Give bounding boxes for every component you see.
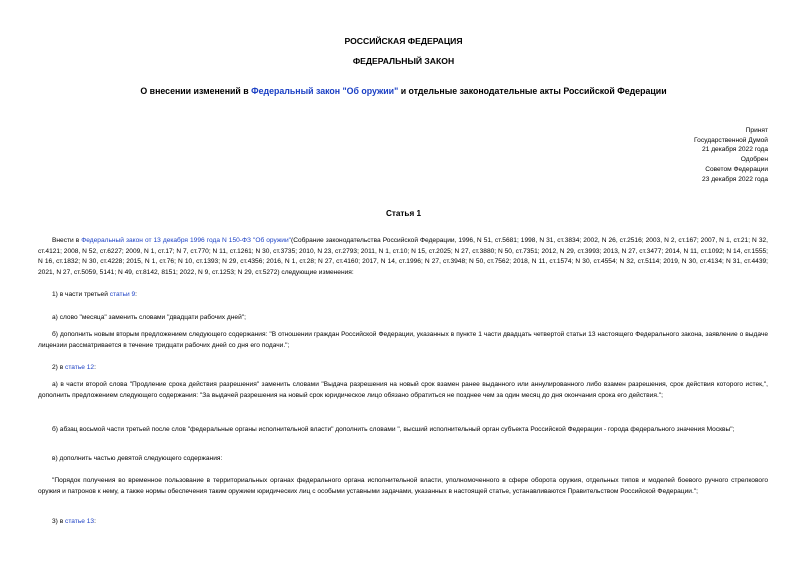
item-1-paragraph	[38, 290, 768, 301]
adoption-block	[568, 126, 768, 184]
item-3-paragraph	[38, 517, 768, 528]
law-title-suffix: и отдельные законодательные акты Российской Федерации	[398, 86, 667, 96]
law-type-heading: ФЕДЕРАЛЬНЫЙ ЗАКОН	[352, 56, 455, 66]
item-2-suffix: :	[94, 364, 96, 371]
item-2c-text-paragraph: "Порядок получения во временное пользование в территориальных органах федерального органа исполнительной власти, уполномоченного в сфере оборота оружия, отдельных типов и моделей боевого ручного стрелкового оружия и патронов к нему, а также нормы обеспечения таким оружием юридических лиц с особыми уставными задачами, указанных в настоящей статье, устанавливаются Правительством Российской Федерации.";	[38, 477, 768, 495]
item-1b-paragraph: б) дополнить новым вторым предложением следующего содержания: "В отношении граждан Российской Федерации, указанных в пункте 1 части двадцать четвертой статьи 13 настоящего Федерального закона, заявление о выдаче лицензии рассматривается в течение тридцати рабочих дней со дня его подачи.";	[38, 331, 768, 349]
item-1-suffix: :	[135, 291, 137, 298]
item-1-prefix: 1) в части третьей	[52, 291, 110, 298]
item-2-paragraph	[38, 363, 768, 374]
intro-sources: (Собрание законодательства Российской Федерации, 1996, N 51, ст.5681; 1998, N 31, ст.3834; 2002, N 26, ст.2516; 2003, N 2, ст.167; 2007, N 1, ст.21; N 32, ст.4121; 2008, N 52, ст.6227; 2009, N 1, ст.17; N 7, ст.770; N 11, ст.1261; N 30, ст.3735; 2010, N 23, ст.2793; 2011, N 1, ст.10; N 15, ст.2025; N 27, ст.3880; N 50, ст.7351; 2012, N 29, ст.3993; 2013, N 27, ст.3477; 2014, N 11, ст.1092; N 14, ст.1555; N 16, ст.1832; N 30, ст.4228; 2015, N 1, ст.76; N 10, ст.1393; N 29, ст.4356; 2016, N 1, ст.28; N 27, ст.4160; 2017, N 14, ст.1996; N 27, ст.3948; N 50, ст.7562; 2018, N 11, ст.1574; N 30, ст.4554; N 32, ст.5114; 2019, N 30, ст.4134; N 31, ст.4439; 2021, N 27, ст.5059, 5141; N 49, ст.8142, 8151; 2022, N 9, ст.1253; N 29, ст.5272) следующие изменения:	[38, 237, 768, 276]
article-13-link[interactable]: статье 13	[65, 518, 95, 525]
item-2a-paragraph: а) в части второй слова "Продление срока действия разрешения" заменить словами "Выдача разрешения на новый срок взамен ранее выданного или аннулированного либо взамен разрешения, срок действия которого истек,", дополнить предложением следующего содержания: "За выдачей разрешения на новый срок юридическое лицо обязано обратиться не позднее чем за один месяц до дня окончания срока его действия.";	[38, 381, 768, 399]
country-heading: РОССИЙСКАЯ ФЕДЕРАЦИЯ	[344, 36, 463, 46]
item-2c-paragraph: в) дополнить частью девятой следующего содержания:	[52, 455, 223, 462]
item-2-prefix: 2) в	[52, 364, 66, 371]
adoption-line: 23 декабря 2022 года	[702, 175, 768, 183]
adoption-line: 21 декабря 2022 года	[702, 146, 768, 154]
item-3-suffix: :	[94, 518, 96, 525]
item-2b-paragraph: б) абзац восьмой части третьей после слов "федеральные органы исполнительной власти" дополнить словами ", высший исполнительный орган субъекта Российской Федерации - города федерального значения Москвы";	[52, 426, 735, 433]
article-heading: Статья 1	[385, 209, 422, 218]
intro-law-link[interactable]: Федеральный закон от 13 декабря 1996 года N 150-ФЗ "Об оружии"	[81, 237, 291, 244]
item-3-prefix: 3) в	[52, 518, 66, 525]
intro-prefix: Внести в	[52, 237, 82, 244]
adoption-line: Советом Федерации	[705, 165, 768, 173]
item-1a-paragraph: а) слово "месяца" заменить словами "двадцати рабочих дней";	[52, 314, 246, 321]
adoption-line: Государственной Думой	[694, 136, 768, 144]
law-title	[0, 86, 807, 96]
article-12-link[interactable]: статье 12	[65, 364, 95, 371]
article-intro-paragraph	[38, 236, 768, 278]
adoption-line: Принят	[745, 127, 768, 134]
article-9-link[interactable]: статьи 9	[109, 291, 136, 298]
law-title-prefix: О внесении изменений в	[140, 86, 252, 96]
law-title-link[interactable]: Федеральный закон "Об оружии"	[251, 86, 399, 96]
adoption-line: Одобрен	[740, 156, 768, 164]
